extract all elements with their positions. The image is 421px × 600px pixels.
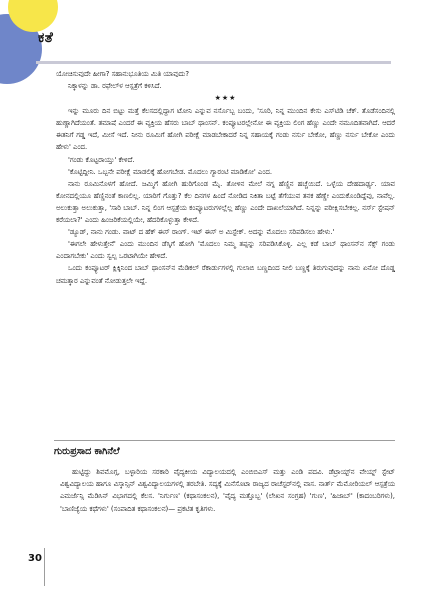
page-number: 30 — [28, 553, 42, 564]
story-paragraph: 'ಗಂಡು ಕೊಟ್ಟರಾಯ್ತು' ಕೇಳಿದೆ. — [68, 155, 135, 164]
story-paragraph: ಇನ್ನು ಮೂರು ದಿನ ಬಿಟ್ಟು ಮತ್ತೆ ಕೆಲಸದಲ್ಲಿದ್ದಾಗ ಟೋನಿ ಎನ್ನುವ ನರ್ಸೊಬ್ಬ ಬಂದು, 'ಸೂರಿ, ನಿನ್ನ ಮುಂದಿನ ಕೇಸು ಎಸ್‌ಟಿಡಿ ಚೆಕ್. ತೊಡೆಸಂದಿನಲ್ಲಿ ಹುಣ್ಣಾಗಿದೆಯಂತೆ. ತಮಾಷೆ ಎಂದರೆ ಈ ವ್ಯಕ್ತಿಯ ಹೆಸರು ಬಾಬ್ ಥಾಂಸನ್. ಕಂಪ್ಯೂಟರಲ್ಲೇನೋ ಈ ವ್ಯಕ್ತಿಯ ಲಿಂಗ ಹೆಣ್ಣು ಎಂದೇ ನಮೂದಿತವಾಗಿದೆ. ಆದರೆ ಈತನಿಗೆ ಗಡ್ಡ ಇದೆ, ಮೀಸೆ ಇದೆ. ನೀನು ರೂಮಿಗೆ ಹೋಗಿ ಪರೀಕ್ಷೆ ಮಾಡಬೇಕಾದರೆ ನಿನ್ನ ಸಹಾಯಕ್ಕೆ ಗಂಡು ನರ್ಸು ಬೇಕೋ, ಹೆಣ್ಣು ನರ್ಸು ಬೇಕೋ ಎಂದು ಹೇಳು' ಎಂದ. — [56, 107, 395, 152]
author-bio-text: ಹುಟ್ಟಿದ್ದು ಶಿವಮೊಗ್ಗ, ಬಳ್ಳಾರಿಯ ಸರಕಾರಿ ವೈದ್ಯಕೀಯ ವಿದ್ಯಾಲಯದಲ್ಲಿ ಎಂಬಿಬಿಎಸ್ ಮತ್ತು ಎಂಡಿ ಪದವಿ. ಡೆಟ್ರಾಯ್ಟ್‌ನ ವೇಯ್ನ್ ಸ್ಟೇಟ್ ವಿಶ್ವವಿದ್ಯಾಲಯ ಹಾಗೂ ವಿಸ್ಕಾನ್ಸಿನ್ ವಿಶ್ವವಿದ್ಯಾಲಯಗಳಲ್ಲಿ ತರಬೇತಿ. ಸದ್ಯಕ್ಕೆ ಮಿನೆಸೊಟಾ ರಾಜ್ಯದ ರಾಚೆಸ್ಟರ್‌ನಲ್ಲಿ ವಾಸ. ನಾರ್ತ್ ಮೆಮೋರಿಯಲ್ ಆಸ್ಪತ್ರೆಯ ಎಮರ್ಜೆನ್ಸಿ ಮೆಡಿಸಿನ್ ವಿಭಾಗದಲ್ಲಿ ಕೆಲಸ. 'ನಿರ್ಗುಣ' (ಕಥಾಸಂಕಲನ), 'ವೈದ್ಯ ಮತ್ತೊಬ್ಬ' (ಲೇಖನ ಸಂಗ್ರಹ) 'ಗುಣ', 'ಹಿಜಾಬ್' (ಕಾದಂಬರಿಗಳು), 'ಬಾಣಿಜ್ಯೆಯ ಕಥೆಗಳು' (ಸಂಪಾದಿತ ಕಥಾಸಂಕಲನ)— ಪ್ರಕಟಿತ ಕೃತಿಗಳು. — [60, 468, 395, 513]
author-bio — [60, 466, 395, 515]
story-paragraph: ಯೋಚಿಸುವುದೇ ಹೀಗಾ? ಸಹಾನುಭೂತಿಯ ಮಿತಿ ಯಾವುದು? — [56, 70, 190, 78]
section-title: ಕತೆ — [38, 30, 54, 46]
story-paragraph: ನಾನು ರೂಮಿನೊಳಗೆ ಹೋದೆ. ಜಮ್ಮಿಗೆ ಹೋಗಿ ಹುರಿಗೊಂಡ ಮೈ. ತೋಳಿನ ಮೇಲೆ ನಗ್ನ ಹೆಣ್ಣಿನ ಹಚ್ಚೆಯಿದೆ. ಒಳ್ಳೆಯ ದೇಹದಾರ್ಢ್ಯ. ಯಾವ ಕೋನದಲ್ಲಿಯೂ ಹೆಣ್ಣಿನಂತೆ ಕಾಣಲಿಲ್ಲ. ಯಾರಿಗೆ ಗೊತ್ತು? ಕೆಲ ದಿನಗಳ ಹಿಂದೆ ನೋಡಿದ ನಿಕಿತಾ ಬಟ್ಟೆ ತೆಗೆಯುವ ತನಕ ಹೆಣ್ಣೇ ಎಂದುಕೊಂಡಿದ್ದೆವು, ನಾವೆಲ್ಲ. ಅಲುಕುತ್ತಾ ಅಲುಕುತ್ತಾ, 'ಸಾರಿ ಬಾಬ್. ನಿನ್ನ ಲಿಂಗ ಆಸ್ಪತ್ರೆಯ ಕಂಪ್ಯೂಟರುಗಳಲ್ಲೆಲ್ಲ ಹೆಣ್ಣು ಎಂದೇ ದಾಖಲೆಯಾಗಿದೆ. ನಿನ್ನನ್ನು ಪರೀಕ್ಷಿಸಬೇಕಲ್ಲ. ನರ್ಸ್ ಸ್ಟೇಷನ್ ಕರೆಯಲಾ?' ಎಂದು ಹಿಂಜರಿಕೆಯಲ್ಲಿಯೇ, ಹೆದರಿಕೊಳ್ಳುತ್ತಾ ಕೇಳಿದೆ. — [56, 179, 395, 225]
story-body — [56, 68, 395, 287]
story-paragraph: 'ಕೊಟ್ಟಿದ್ದೀನಿ. ಒಬ್ಬನೇ ಪರೀಕ್ಷೆ ಮಾಡಲಿಕ್ಕೆ ಹೋಗಬೇಡ. ಮೊದಲು ಗ್ಯಾರಂಟಿ ಮಾಡಿಕೋ' ಎಂದ. — [68, 167, 273, 176]
story-paragraph: ಒಂದು ಕಂಪ್ಯೂಟರ್ ಕ್ಲಿಕ್ಕಿನಿಂದ ಬಾಬ್ ಥಾಂಸನ್‌ನ ಮೆಡಿಕಲ್ ರೆಕಾರ್ಡುಗಳಲ್ಲಿ ಗುಲಾಬಿ ಬಣ್ಣದಿಂದ ನೀಲಿ ಬಣ್ಣಕ್ಕೆ ತಿರುಗುವುದನ್ನು ನಾನು ಏನೋ ದೊಡ್ಡ ಚಮತ್ಕಾರ ಎನ್ನುವಂತೆ ನೋಡುತ್ತಲೇ ಇದ್ದೆ. — [56, 264, 395, 285]
section-break-stars: ★★★ — [214, 94, 237, 103]
author-section-divider — [54, 440, 395, 441]
story-paragraph: ನಿಕ್ಕಾಳನ್ನು ಡಾ. ರಫೇಲ್‌ಳ ಆಸ್ಪತ್ರೆಗೆ ಕಳಿಸಿದೆ. — [68, 82, 162, 91]
story-paragraph: 'ಈಗಲೇ ಹೇಳುತ್ತೇನೆ' ಎಂದು ಮುಂದಿನ ಡೆಸ್ಕಿಗೆ ಹೋಗಿ 'ಮೊದಲು ನಿಮ್ಮ ತಪ್ಪನ್ನು ಸರಿಪಡಿಸಿಕೊಳ್ಳಿ. ಎಲ್ಲ ಕಡೆ ಬಾಬ್ ಥಾಂಸನ್‌ನ ಸೆಕ್ಸ್ ಗಂಡು ಎಂದಾಗಬೇಕು' ಎಂದು ಸ್ವಲ್ಪ ಒರಟಾಗಿಯೇ ಹೇಳಿದೆ. — [56, 240, 395, 261]
story-paragraph: 'ಡ್ಯೂಡ್, ನಾನು ಗಂಡು. ವಾಟ್ ದ ಹೆಕ್ ಈಸ್ ರಾಂಗ್. ಇಟ್ ಈಸ್ ಅ ಮಿಸ್ಟೇಕ್. ಅದನ್ನು ಮೊದಲು ಸರಿಪಡಿಸಲು ಹೇಳು.' — [68, 228, 335, 237]
author-name: ಗುರುಪ್ರಸಾದ ಕಾಗಿನೆಲೆ — [54, 446, 120, 457]
footer-divider — [44, 548, 45, 586]
header-divider — [36, 61, 391, 64]
